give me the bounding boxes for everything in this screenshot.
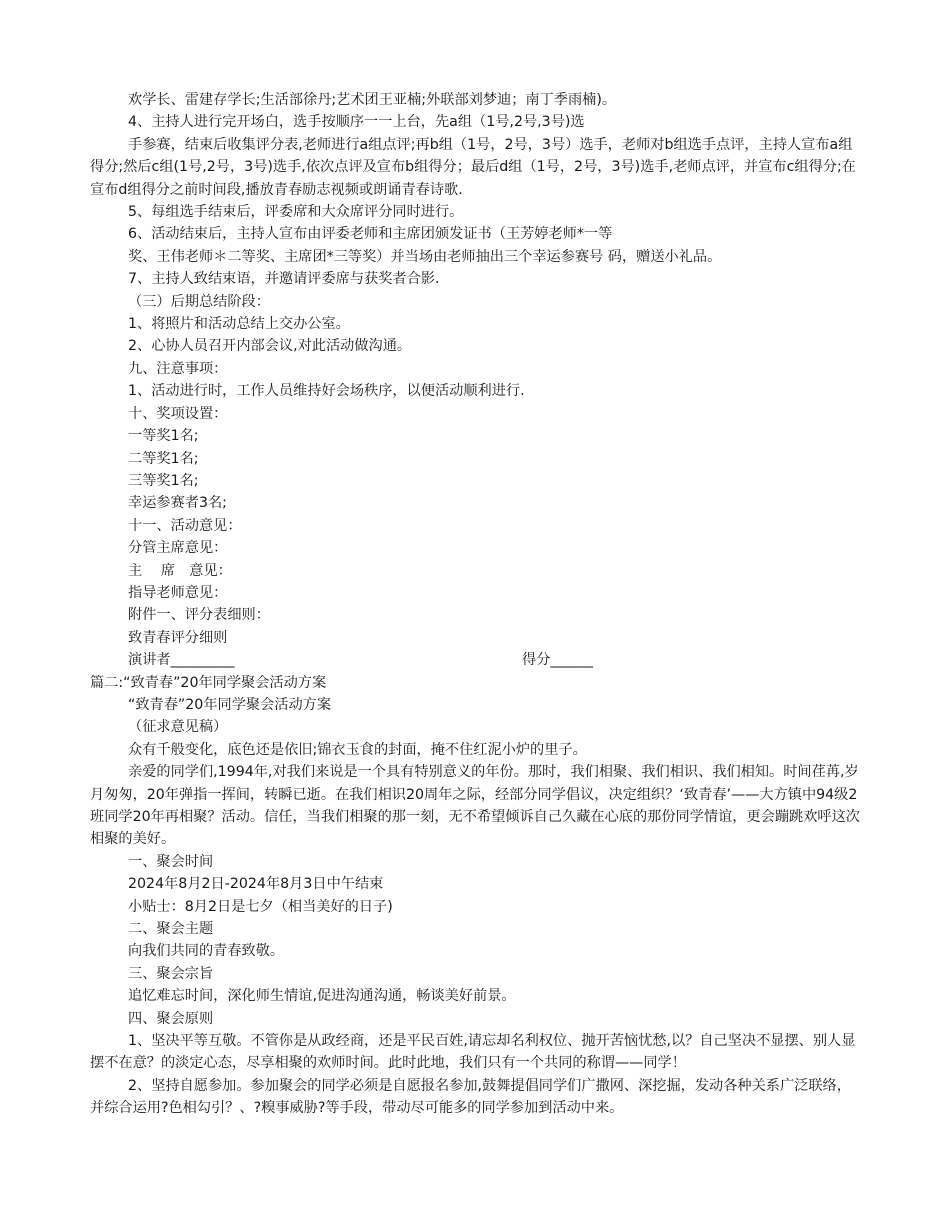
text-line: 欢学长、雷建存学长;生活部徐丹;艺术团王亚楠;外联部刘梦迪；南丁季雨楠)。 [128,92,617,108]
text-line: 二、聚会主题 [128,921,214,938]
text-line: 2、心协人员召开内部会议,对此活动做沟通。 [128,338,412,355]
text-line: （三）后期总结阶段： [128,293,270,310]
text-line: 手参赛，结束后收集评分表,老师进行a组点评;再b组（1号，2号，3号）选手，老师对b组选手点评，主持人宣布a组得分;然后c组(1号,2号，3号)选手,依次点评及宣布b组得分；最后d组（1号，2号，3号)选手,老师点评，并宣布c组得分;在宣布d组得分之前时间段,播放青春励志视频或朗诵青春诗歌. [90,136,856,198]
text-line: 亲爱的同学们,1994年,对我们来说是一个具有特别意义的年份。那时，我们相聚、我们相识、我们相知。时间荏苒,岁月匆匆，20年弹指一挥间，转瞬已逝。在我们相识20周年之际，经部分同学倡议，决定组织？‘致青春’——大方镇中94级2班同学20年再相聚？活动。信任，当我们相聚的那一刻，无不希望倾诉自己久藏在心底的那份同学情谊，更会蹦跳欢呼这次相聚的美好。 [90,764,860,848]
text-line: 2、坚持自愿参加。参加聚会的同学必须是自愿报名参加,鼓舞提倡同学们广撒网、深挖掘，发动各种关系广泛联络，并综合运用?色相勾引？、?糗事威胁?等手段，带动尽可能多的同学参加到活动中来。 [90,1077,851,1117]
score-row [90,649,862,671]
text-line: 附件一、评分表细则： [128,607,270,624]
text-line: 三等奖1名; [128,472,199,489]
text-line: （征求意见稿） [128,719,228,736]
text-line: 2024年8月2日-2024年8月3日中午结束 [128,876,384,893]
document-body [90,89,862,1120]
text-line: 7、主持人致结束语，并邀请评委席与获奖者合影. [128,271,440,288]
section-reunion-plan [90,672,862,1120]
speaker-blank: 演讲者_________ [128,652,235,669]
section-activity-plan [90,89,862,649]
text-line: 6、活动结束后，主持人宣布由评委老师和主席团颁发证书（王芳婷老师*一等 [128,226,613,243]
text-line: 一等奖1名; [128,428,199,445]
text-line: 篇二:“致青春”20年同学聚会活动方案 [90,674,327,691]
text-line: 小贴士：8月2日是七夕（相当美好的日子) [128,898,393,915]
text-line: 十、奖项设置： [128,405,228,422]
text-line: 二等奖1名; [128,450,199,467]
text-line: 分管主席意见： [128,540,228,557]
text-line: “致青春”20年同学聚会活动方案 [128,696,332,713]
text-line: 幸运参赛者3名; [128,495,227,512]
text-line: 十一、活动意见： [128,517,242,534]
score-blank: 得分______ [522,652,593,669]
text-line: 1、坚决平等互敬。不管你是从政经商，还是平民百姓,请忘却名利权位、抛开苦恼忧愁,以？自己坚决不显摆、别人显摆不在意？的淡定心态，尽享相聚的欢师时间。此时此地，我们只有一个共同的称谓——同学！ [90,1033,856,1072]
text-line: 四、聚会原则 [128,1010,214,1027]
text-line: 向我们共同的青春致敬。 [128,943,285,960]
text-line: 1、活动进行时，工作人员维持好会场秩序，以便活动顺利进行. [128,383,525,400]
text-line: 致青春评分细则 [128,629,228,646]
text-line: 5、每组选手结束后，评委席和大众席评分同时进行。 [128,204,464,221]
text-line: 4、主持人进行完开场白，选手按顺序一一上台，先a组（1号,2号,3号)选 [128,114,585,131]
text-line: 一、聚会时间 [128,853,214,870]
text-line: 三、聚会宗旨 [128,965,214,982]
text-line: 主 席 意见： [128,562,232,579]
text-line: 九、注意事项： [128,360,228,377]
text-line: 追忆难忘时间，深化师生情谊,促进沟通沟通，畅谈美好前景。 [128,988,516,1005]
text-line: 奖、王伟老师＊二等奖、主席团*三等奖）并当场由老师抽出三个幸运参赛号 码，赠送小礼品。 [128,248,722,265]
text-line: 众有千般变化，底色还是依旧;锦衣玉食的封面，掩不住红泥小炉的里子。 [128,741,587,758]
text-line: 1、将照片和活动总结上交办公室。 [128,316,350,333]
text-line: 指导老师意见： [128,584,228,601]
